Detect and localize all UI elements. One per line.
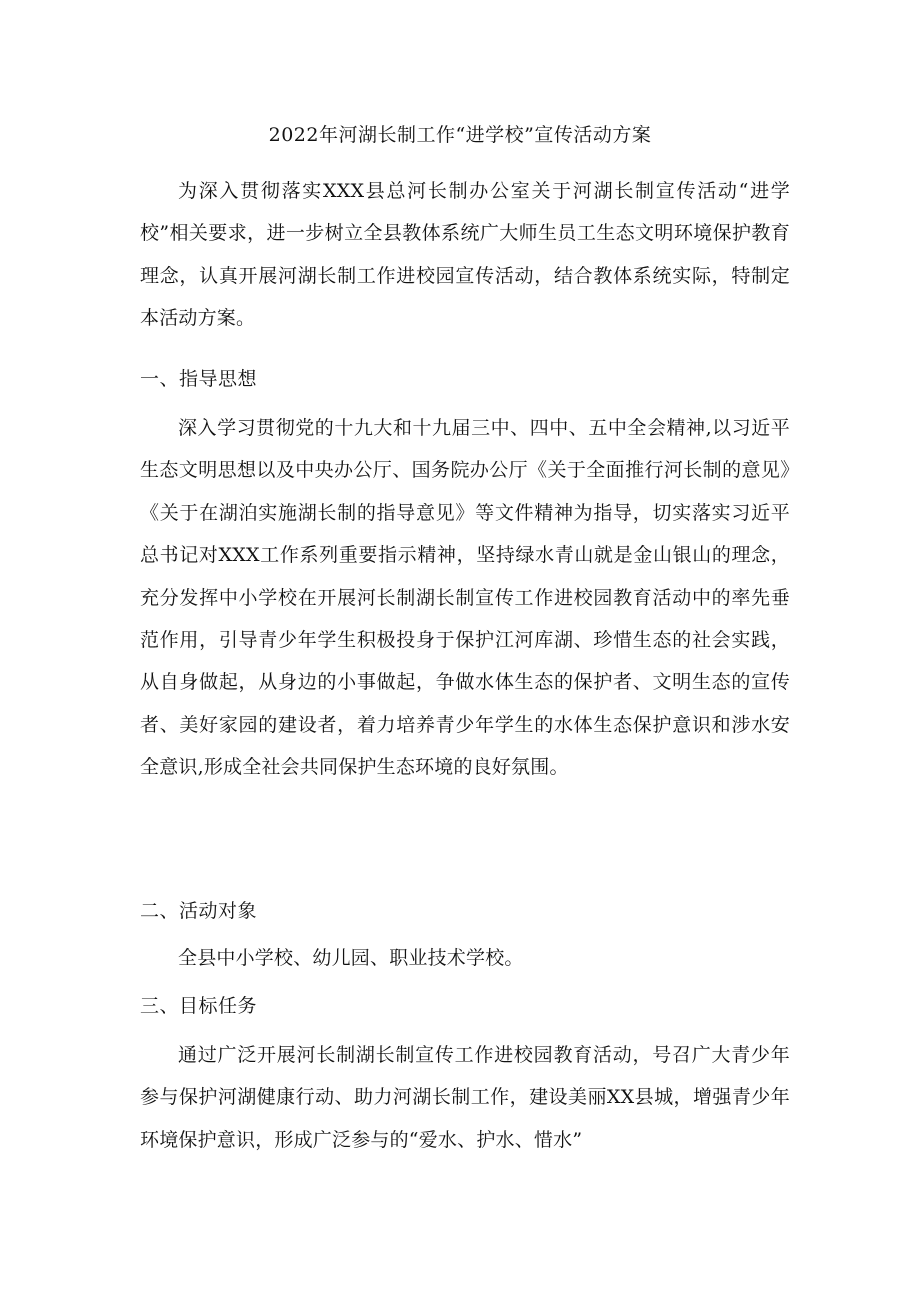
intro-paragraph: 为深入贯彻落实XXX县总河长制办公室关于河湖长制宣传活动“进学校”相关要求，进一步树立全县教体系统广大师生员工生态文明环境保护教育理念，认真开展河湖长制工作进校园宣传活动，结合教体系统实际，特制定本活动方案。 [140, 180, 790, 330]
section-text-guiding-ideology: 深入学习贯彻党的十九大和十九届三中、四中、五中全会精神,以习近平生态文明思想以及中央办公厅、国务院办公厅《关于全面推行河长制的意见》《关于在湖泊实施湖长制的指导意见》等文件精神为指导，切实落实习近平总书记对XXX工作系列重要指示精神，坚持绿水青山就是金山银山的理念，充分发挥中小学校在开展河长制湖长制宣传工作进校园教育活动中的率先垂范作用，引导青少年学生积极投身于保护江河库湖、珍惜生态的社会实践，从自身做起，从身边的小事做起，争做水体生态的保护者、文明生态的宣传者、美好家园的建设者，着力培养青少年学生的水体生态保护意识和涉水安全意识,形成全社会共同保护生态环境的良好氛围。 [140, 417, 790, 779]
section-text-goals-tasks: 通过广泛开展河长制湖长制宣传工作进校园教育活动，号召广大青少年参与保护河湖健康行动、助力河湖长制工作，建设美丽XX县城，增强青少年环境保护意识，形成广泛参与的“爱水、护水、惜水” [140, 1044, 790, 1151]
section-heading-activity-targets: 二、活动对象 [140, 900, 258, 922]
document-title: 2022年河湖长制工作“进学校”宣传活动方案 [268, 124, 652, 146]
section-text-activity-targets: 全县中小学校、幼儿园、职业技术学校。 [178, 947, 524, 969]
section-heading-goals-tasks: 三、目标任务 [140, 995, 258, 1017]
section-heading-guiding-ideology: 一、指导思想 [140, 368, 258, 390]
